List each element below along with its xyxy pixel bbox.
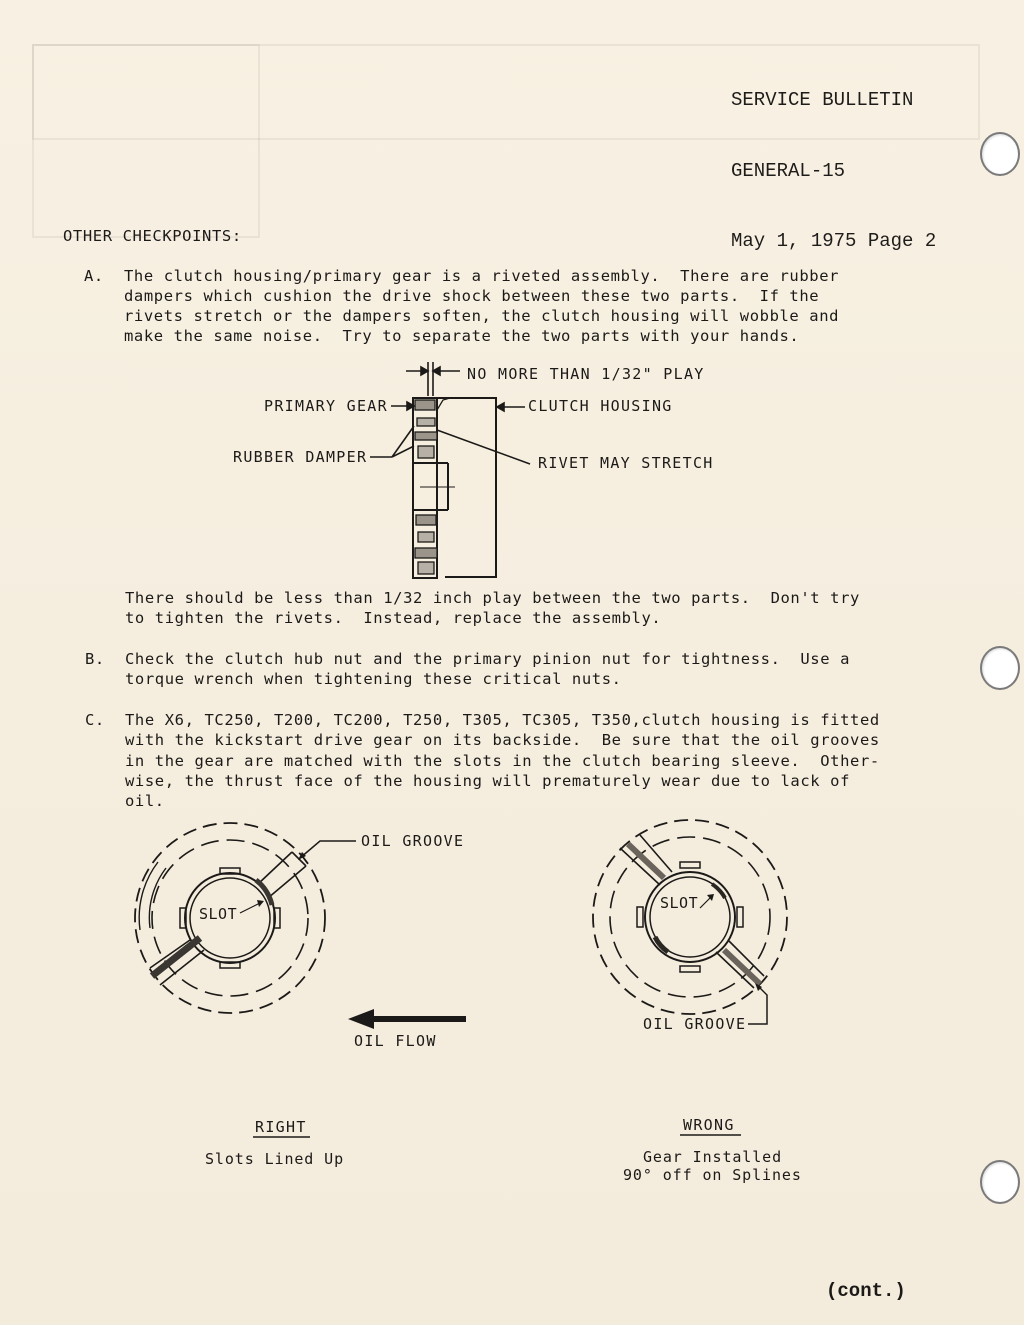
wrong-slot-label: SLOT bbox=[660, 894, 699, 912]
item-a-line: rivets stretch or the dampers soften, the clutch housing will wobble and bbox=[124, 307, 840, 325]
item-c-line: wise, the thrust face of the housing will prematurely wear due to lack of bbox=[125, 772, 851, 790]
right-oil-groove-label: OIL GROOVE bbox=[361, 832, 465, 850]
item-c-line: oil. bbox=[125, 792, 165, 810]
item-b-line: Check the clutch hub nut and the primary pinion nut for tightness. Use a bbox=[125, 650, 851, 668]
primary-gear-label: PRIMARY GEAR bbox=[264, 397, 388, 415]
continued-marker: (cont.) bbox=[826, 1280, 906, 1302]
rivet-label: RIVET MAY STRETCH bbox=[538, 454, 714, 472]
bulletin-title: SERVICE BULLETIN bbox=[731, 89, 914, 111]
item-a-note-line: There should be less than 1/32 inch play between the two parts. Don't try bbox=[125, 589, 860, 607]
bulletin-date-page: May 1, 1975 Page 2 bbox=[731, 230, 937, 252]
item-c-line: in the gear are matched with the slots in the clutch bearing sleeve. Other- bbox=[125, 752, 880, 770]
wrong-caption-title: WRONG bbox=[683, 1116, 735, 1134]
wrong-diagram bbox=[593, 820, 787, 1024]
right-slot-label: SLOT bbox=[199, 905, 238, 923]
play-label: NO MORE THAN 1/32" PLAY bbox=[467, 365, 705, 383]
wrong-caption-line1: Gear Installed bbox=[643, 1148, 783, 1166]
item-b-marker: B. bbox=[85, 650, 105, 668]
clutch-housing-label: CLUTCH HOUSING bbox=[528, 397, 673, 415]
item-c-marker: C. bbox=[85, 711, 105, 729]
wrong-oil-groove-label: OIL GROOVE bbox=[643, 1015, 747, 1033]
oil-flow-label: OIL FLOW bbox=[354, 1032, 437, 1050]
item-a-marker: A. bbox=[84, 267, 104, 285]
item-b-line: torque wrench when tightening these critical nuts. bbox=[125, 670, 622, 688]
item-a-note-line: to tighten the rivets. Instead, replace the assembly. bbox=[125, 609, 662, 627]
rubber-damper-label: RUBBER DAMPER bbox=[233, 448, 368, 466]
item-c-line: with the kickstart drive gear on its backside. Be sure that the oil grooves bbox=[125, 731, 880, 749]
section-title: OTHER CHECKPOINTS: bbox=[63, 227, 242, 245]
item-c-line: The X6, TC250, T200, TC200, T250, T305, TC305, T350,clutch housing is fitted bbox=[125, 711, 880, 729]
item-a-line: The clutch housing/primary gear is a riveted assembly. There are rubber bbox=[124, 267, 840, 285]
item-a-line: make the same noise. Try to separate the two parts with your hands. bbox=[124, 327, 800, 345]
right-diagram bbox=[135, 823, 466, 1029]
item-a-line: dampers which cushion the drive shock between these two parts. If the bbox=[124, 287, 820, 305]
wrong-caption-line2: 90° off on Splines bbox=[623, 1166, 802, 1184]
right-caption-text: Slots Lined Up bbox=[205, 1150, 345, 1168]
right-caption-title: RIGHT bbox=[255, 1118, 307, 1136]
bulletin-number: GENERAL-15 bbox=[731, 159, 846, 182]
